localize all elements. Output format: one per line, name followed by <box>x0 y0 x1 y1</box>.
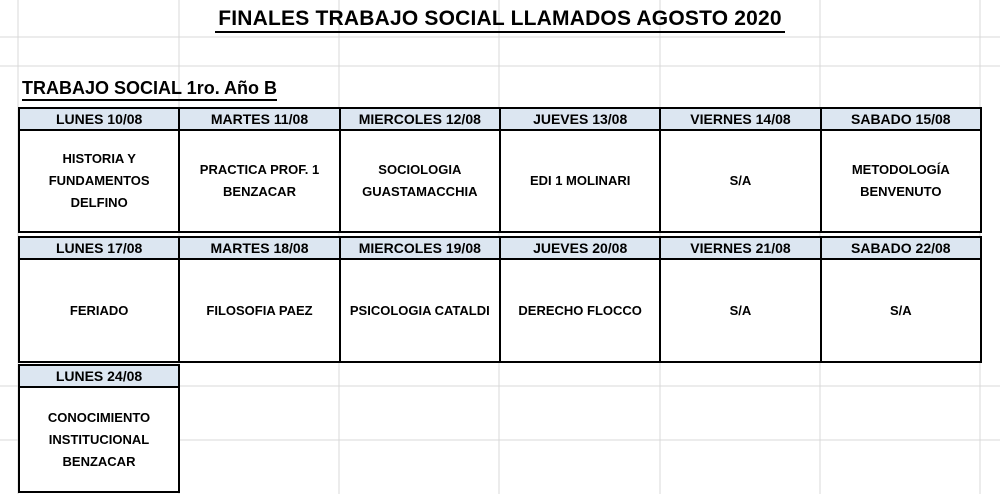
exam-cell <box>500 130 660 232</box>
day-header: JUEVES 13/08 <box>500 108 660 130</box>
exam-line: FUNDAMENTOS <box>48 173 150 188</box>
day-header: VIERNES 21/08 <box>660 237 820 259</box>
exam-cell <box>821 130 981 232</box>
exam-row <box>19 387 179 492</box>
exam-cell <box>660 259 820 362</box>
exam-row <box>19 130 981 232</box>
day-header: LUNES 17/08 <box>19 237 179 259</box>
exam-line: GUASTAMACCHIA <box>362 184 478 199</box>
exam-line: EDI 1 MOLINARI <box>529 173 631 188</box>
exam-cell <box>660 130 820 232</box>
exam-line: FILOSOFIA PAEZ <box>206 302 313 318</box>
week-1-table <box>18 107 982 233</box>
exam-line: S/A <box>729 302 752 318</box>
exam-cell <box>340 259 500 362</box>
exam-line: BENZACAR <box>223 184 296 199</box>
exam-cell <box>340 130 500 232</box>
exam-cell <box>179 130 339 232</box>
day-header-row <box>19 237 981 259</box>
day-header-row <box>19 365 179 387</box>
day-header: LUNES 24/08 <box>19 365 179 387</box>
exam-line: SOCIOLOGIA <box>378 162 462 177</box>
day-header: VIERNES 14/08 <box>660 108 820 130</box>
day-header: SABADO 22/08 <box>821 237 981 259</box>
exam-line: DERECHO FLOCCO <box>518 302 642 318</box>
day-header: MARTES 11/08 <box>179 108 339 130</box>
exam-line: CONOCIMIENTO <box>47 409 151 425</box>
week-3-table <box>18 364 180 493</box>
section-subtitle: TRABAJO SOCIAL 1ro. Año B <box>22 77 277 101</box>
page-title: FINALES TRABAJO SOCIAL LLAMADOS AGOSTO 2020 <box>0 7 1000 31</box>
exam-cell <box>821 259 981 362</box>
exam-line: S/A <box>729 173 752 188</box>
exam-cell <box>179 259 339 362</box>
week-2-table <box>18 236 982 363</box>
day-header: MIERCOLES 19/08 <box>340 237 500 259</box>
exam-line: PRACTICA PROF. 1 <box>199 162 320 177</box>
exam-line: FERIADO <box>69 302 129 318</box>
exam-row <box>19 259 981 362</box>
day-header: LUNES 10/08 <box>19 108 179 130</box>
exam-cell <box>19 259 179 362</box>
exam-line: INSTITUCIONAL <box>48 431 150 447</box>
exam-line: PSICOLOGIA CATALDI <box>349 302 490 318</box>
exam-cell <box>19 130 179 232</box>
exam-line: BENVENUTO <box>860 184 942 199</box>
exam-line: DELFINO <box>70 195 128 210</box>
exam-line: METODOLOGÍA <box>851 162 950 177</box>
day-header: JUEVES 20/08 <box>500 237 660 259</box>
exam-cell <box>500 259 660 362</box>
day-header: MIERCOLES 12/08 <box>340 108 500 130</box>
day-header: SABADO 15/08 <box>821 108 981 130</box>
exam-cell <box>19 387 179 492</box>
day-header-row <box>19 108 981 130</box>
exam-line: BENZACAR <box>62 453 136 469</box>
day-header: MARTES 18/08 <box>179 237 339 259</box>
exam-line: HISTORIA Y <box>62 151 136 166</box>
exam-line: S/A <box>889 302 912 318</box>
